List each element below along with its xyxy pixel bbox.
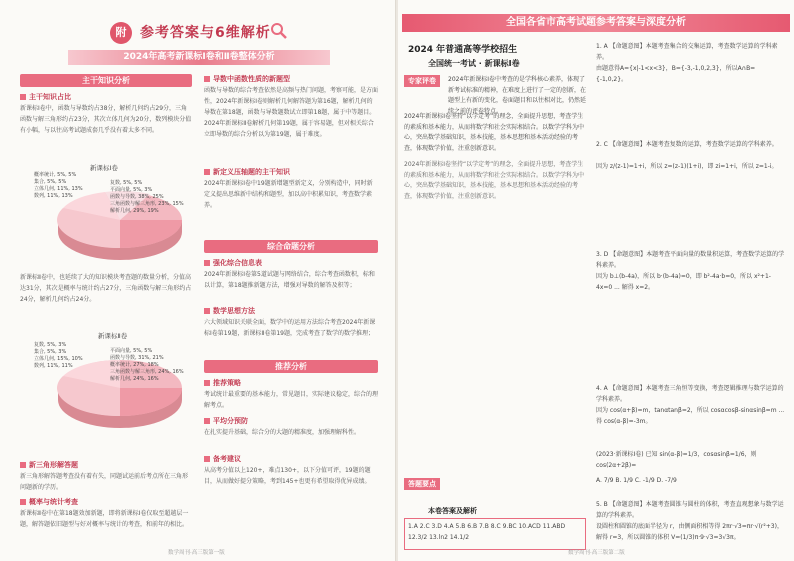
sub-core: 强化综合信息表: [204, 258, 262, 268]
pie1-label: 概率统计, 5%, 5%: [34, 172, 77, 178]
left-page: [0, 0, 396, 561]
func-text: 函数与导数的综合考查依然是高频与热门问题，考察可能，是方面性，2024年新课标Ⅰ卷则解析几何解答题为第16题，解析几何的导数在第18题，函数与导数题数试立即第18题，属于中等题目。2024年新课标Ⅱ卷解析几何第19题，属于容易题，但对相关综合立即导数的综合分析以为第19题，属于难度。: [204, 87, 379, 138]
core-text: 2024年新课标Ⅰ卷第5道试题与网络结合，综合考查函数积，标和以计算，第18题推新题方法，增强对导数的解答及积等；: [204, 271, 375, 289]
q1-body: 由题意得A={x|-1<x<3}，B={-3,-1,0,2,3}，所以A∩B={-1,0,2}。: [596, 65, 756, 83]
exam-subtitle: 全国统一考试 · 新课标Ⅰ卷: [428, 59, 520, 68]
section-structure: 主干知识分析: [20, 74, 192, 87]
pie1-label: 集合, 5%, 5%: [34, 179, 67, 185]
analysis-banner: 2024年高考新课标Ⅰ卷和Ⅱ卷整体分析: [68, 50, 330, 65]
pie2-label: 函数与导数, 31%, 21%: [110, 355, 164, 361]
pie2-label: 数列, 11%, 11%: [34, 363, 73, 369]
magnifier-icon: [270, 22, 288, 40]
prob-text: 新课标Ⅱ卷中在第18题效加新题，即将新课标Ⅰ卷仅取至超越层一题，解答题依旧题型与好对概率与统计的考查，和前年的相比。: [20, 510, 189, 528]
answer-key: 1.A 2.C 3.D 4.A 5.B 6.B 7.B 8.C 9.BC 10.ACD 11.ABD 12.3/2 13.ln2 14.1/2: [408, 523, 566, 541]
pie2-title: 新课标Ⅱ卷: [98, 332, 128, 340]
mid-text: 新课标Ⅱ卷中，也延续了大的知识模块考查题的数量分析，分值高达31分，其次是概率与统计约占27分，三角函数与解三角形约占24分，解析几何约占24分。: [20, 274, 192, 303]
q1-head: 1. A 【命题意图】本题考查集合的交集运算，考查数学运算的学科素养。: [596, 43, 778, 61]
new-q-text: 新三角形解答题考查没有着有失，同题试运前后考点所在三角形问题新的学历。: [20, 473, 189, 491]
review-tag: 答题要点: [404, 478, 440, 490]
rec2-text: 在扎实提升基础，综合分的大题的精准度，加强理解科性。: [204, 429, 361, 436]
pie1-label: 平面向量, 5%, 3%: [110, 187, 153, 193]
q-choices: A. 7/9 B. 1/9 C. -1/9 D. -7/9: [596, 477, 677, 484]
rec1-text: 考试统计最重要的基本能力，常见题目，实际建议稳定，综合的理解考点。: [204, 391, 379, 409]
pie1-label: 三角函数与解三角形, 23%, 15%: [110, 201, 184, 207]
expert-tag: 专家评卷: [404, 75, 440, 87]
q5-body: 设圆柱和圆锥的底面半径为 r，由侧面积相等得 2πr·√3=πr·√(r²+3)，解得 r=3，所以圆锥的体积 V=(1/3)π·9·√3=3√3π。: [596, 523, 783, 541]
pie2-labels-left: [34, 342, 94, 370]
math-text: 六大领域知识关联全面，数学中的运用方法综合考查2024年新课标Ⅰ卷第19题，新课标Ⅱ卷第19题，完成考查了数学的数学推理；: [204, 319, 376, 337]
section-overall: 综合命题分析: [204, 240, 378, 253]
section-recommend: 推荐分析: [204, 360, 378, 373]
sub-rec3: 备考建议: [204, 454, 241, 464]
sub-rec2: 平均分预防: [204, 416, 248, 426]
exam-title: 2024 年普通高等学校招生: [408, 45, 518, 55]
answer-section-title: 本卷答案及解析: [428, 507, 477, 515]
sub-math: 数学思想方法: [204, 306, 255, 316]
expert-text: 2024年新课标Ⅰ卷中考查的是学科核心素养，体现了新考试标准的精神，在难度上进行了一定的创新，在题型上有新的变化，卷面题目和以往相对比，仍然延续之前的评卷特点。: [448, 76, 587, 115]
pie2-label: 立体几何, 15%, 10%: [34, 356, 83, 362]
pie2-label: 平面向量, 5%, 5%: [110, 348, 153, 354]
left-footer: 数学周刊·高三版第一版: [168, 550, 225, 556]
q5-head: 5. B 【命题意图】本题考查圆锥与圆柱的体积，考查直观想象与数学运算的学科素养。: [596, 501, 784, 519]
pie2-label: 解析几何, 24%, 16%: [110, 376, 159, 382]
right-header: 全国各省市高考试题参考答案与深度分析: [402, 14, 790, 32]
sub-prob: 概率与统计考查: [20, 497, 78, 507]
rec3-text: 从高考分值以上120+，难点130+，以下分值可评，19题的题目，从而做好提分策略，考到145+也更有希望取得优异成绩。: [204, 467, 371, 485]
pie1-label: 解析几何, 29%, 19%: [110, 208, 159, 214]
pie2-labels-right: [110, 348, 200, 383]
pie1-label: 立体几何, 11%, 13%: [34, 186, 83, 192]
right-page: [398, 0, 794, 561]
appendix-badge: 附: [110, 22, 132, 44]
pie1-labels-right: [110, 180, 200, 215]
sub-intro: 新定义压轴题的主干知识: [204, 167, 290, 177]
q3-body: 因为 b⊥(b-4a)，所以 b·(b-4a)=0，即 b²-4a·b=0，所以 x²+1-4x=0 ... 解得 x=2。: [596, 273, 771, 291]
pie2-label: 集合, 5%, 3%: [34, 349, 67, 355]
body-text: 2024年新课标Ⅰ卷坚持“以学定考”的理念，全面提升思想，考查学生的素质和基本能力，从而将数学和社会实际相结合。以数学学科为中心，突出数学基础知识，基本技能，基本思想和基本活动经验的考查，体现数学价值，注重创新意识。: [404, 113, 585, 152]
pie2-label: 复数, 5%, 3%: [34, 342, 67, 348]
pie1-labels-left: [34, 172, 94, 200]
right-footer: 数学周刊·高三版第二版: [568, 550, 625, 556]
sub-new-q: 新三角形解答题: [20, 460, 78, 470]
q4-body: 因为 cos(α+β)=m，tanαtanβ=2，所以 cosαcosβ-sinαsinβ=m ... 得 cos(α-β)=-3m。: [596, 407, 785, 425]
q2-head: 2. C 【命题意图】本题考查复数的运算，考查数学运算的学科素养。: [596, 141, 778, 148]
pie1-label: 数列, 11%, 13%: [34, 193, 73, 199]
sub-share: 主干知识占比: [20, 92, 71, 102]
page-title: 参考答案与6维解析: [140, 25, 271, 41]
pie2-label: 三角函数与解三角形, 24%, 16%: [110, 369, 184, 375]
q3-head: 3. D 【命题意图】本题考查平面向量的数量积运算，考查数学运算的学科素养。: [596, 251, 785, 269]
sub-func: 导数中函数性质的新题型: [204, 74, 290, 84]
body-text-cont: 2024年新课标Ⅰ卷坚持“以学定考”的理念，全面提升思想，考查学生的素质和基本能力，从而将数学和社会实际相结合。以数学学科为中心，突出数学基础知识，基本技能，基本思想和基本活动经验的考查，体现数学价值，注重创新意识。: [404, 161, 585, 200]
pie1-title: 新课标Ⅰ卷: [90, 164, 118, 172]
intro-text: 2024年新课标Ⅰ卷中19题新增题型新定义，分别构造中，同时新定义提出思维新中结构和题型，加以高中积累知识，考查数学素养。: [204, 180, 373, 209]
pie2-label: 概率统计, 27%, 18%: [110, 362, 159, 368]
pie1-label: 函数与导数, 38%, 25%: [110, 194, 164, 200]
q2-body: 因为 z/(z-1)=1+i，所以 z=(z-1)(1+i)，即 zi=1+i，所以 z=1-i。: [596, 163, 778, 170]
q-extra: (2023·新课标Ⅰ卷) 已知 sin(α-β)=1/3，cosαsinβ=1/6，则 cos(2α+2β)=: [596, 451, 757, 469]
q4-head: 4. A 【命题意图】本题考查三角恒等变换，考查逻辑推理与数学运算的学科素养。: [596, 385, 784, 403]
share-text: 新课标Ⅰ卷中，函数与导数约占38分，解析几何约占29分，三角函数与解三角形约占23分，其次立体几何为20分，数列模块分值有小幅，与以往高考试题成套几乎没有着太多不同。: [20, 105, 192, 134]
pie1-label: 复数, 5%, 5%: [110, 180, 143, 186]
sub-rec1: 推荐策略: [204, 378, 241, 388]
